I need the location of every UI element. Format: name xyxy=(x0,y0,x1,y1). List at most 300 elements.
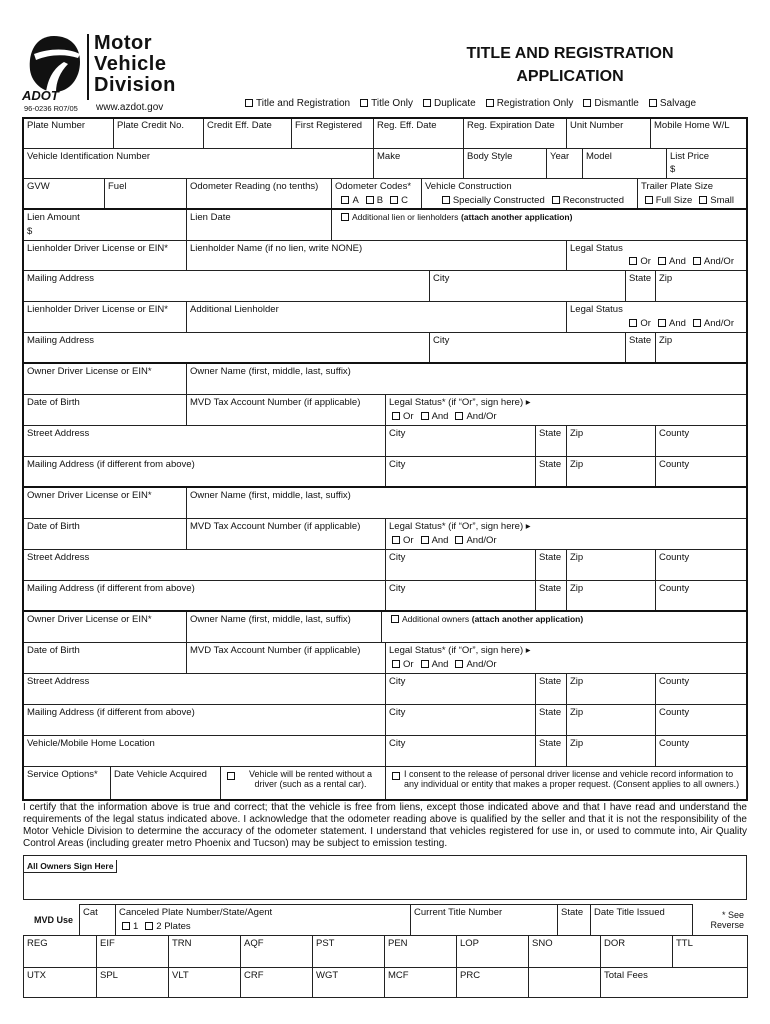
field-mailing-address[interactable] xyxy=(23,270,430,302)
option-or[interactable] xyxy=(392,535,414,546)
checkbox-icon[interactable] xyxy=(392,412,400,420)
field-county[interactable] xyxy=(655,549,748,581)
currency-symbol: $ xyxy=(670,164,676,175)
field-county[interactable] xyxy=(655,425,748,457)
field-label: Date Title Issued xyxy=(594,907,665,918)
field-zip[interactable] xyxy=(566,704,656,736)
field-dor[interactable] xyxy=(600,935,673,968)
logo-line: Vehicle xyxy=(94,53,167,75)
option-group xyxy=(341,195,415,206)
currency-symbol: $ xyxy=(27,226,33,237)
field-label: Owner Driver License or EIN* xyxy=(27,490,152,501)
field-mcf[interactable] xyxy=(384,967,457,998)
field-label: Date of Birth xyxy=(27,397,80,408)
option-label: And xyxy=(431,535,449,546)
checkbox-icon[interactable] xyxy=(583,99,591,107)
checkbox-icon[interactable] xyxy=(658,319,666,327)
field-vehicle-construction[interactable] xyxy=(421,178,638,210)
field-state[interactable] xyxy=(535,673,567,705)
field-label: Trailer Plate Size xyxy=(641,181,713,192)
field-prc[interactable] xyxy=(456,967,529,998)
field-label: Mailing Address (if different from above) xyxy=(27,459,195,470)
field-label: Mailing Address (if different from above) xyxy=(27,707,195,718)
field-zip[interactable] xyxy=(566,549,656,581)
field-label: Vehicle Construction xyxy=(425,181,512,192)
field-mobile-home-w-l[interactable] xyxy=(650,117,748,149)
field-label: Zip xyxy=(570,428,584,439)
field-state[interactable] xyxy=(535,456,567,488)
field-label: City xyxy=(389,552,406,563)
field-i-consent-to-the-release-of-personal-dri[interactable] xyxy=(385,766,748,801)
field-label: UTX xyxy=(27,970,46,981)
field-reg[interactable] xyxy=(23,935,97,968)
option-and-or[interactable] xyxy=(693,256,734,267)
field-trn[interactable] xyxy=(168,935,241,968)
transaction-type-options xyxy=(245,98,706,109)
field-label: SPL xyxy=(100,970,118,981)
field-mvd-tax-account-number-if-applicable[interactable] xyxy=(186,518,386,550)
field-city[interactable] xyxy=(385,549,536,581)
checkbox-icon[interactable] xyxy=(699,196,707,204)
field-make[interactable] xyxy=(373,148,464,179)
transaction-type-option[interactable] xyxy=(360,98,413,109)
checkbox-icon[interactable] xyxy=(693,319,701,327)
option-1[interactable] xyxy=(122,921,138,932)
checkbox-icon[interactable] xyxy=(341,196,349,204)
field-lien-date[interactable] xyxy=(186,209,332,241)
field-label: Zip xyxy=(659,273,673,284)
field-label: Odometer Codes* xyxy=(335,181,412,192)
field-owner-driver-license-or-ein[interactable] xyxy=(23,363,187,395)
checkbox-icon[interactable] xyxy=(390,196,398,204)
field-service-options[interactable] xyxy=(23,766,111,801)
field-state[interactable] xyxy=(625,332,656,364)
field-spl[interactable] xyxy=(96,967,169,998)
checkbox-icon[interactable] xyxy=(455,412,463,420)
checkbox-icon[interactable] xyxy=(552,196,560,204)
field-wgt[interactable] xyxy=(312,967,385,998)
checkbox-icon[interactable] xyxy=(392,660,400,668)
field-label: State xyxy=(539,676,562,687)
field-label: County xyxy=(659,428,690,439)
logo-text xyxy=(94,33,176,96)
field-lienholder-driver-license-or-ein[interactable] xyxy=(23,301,187,333)
field-label: County xyxy=(659,459,690,470)
field-fuel[interactable] xyxy=(104,178,187,210)
field-label: Mobile Home W/L xyxy=(654,120,730,131)
field-label: WGT xyxy=(316,970,339,981)
option-group xyxy=(629,256,741,267)
checkbox-icon[interactable] xyxy=(391,615,399,623)
field-label: Additional lien or lienholders xyxy=(352,212,459,222)
field-canceled-plate-number-state-agent[interactable] xyxy=(115,904,411,936)
field-date-of-birth[interactable] xyxy=(23,394,187,426)
checkbox-icon[interactable] xyxy=(455,536,463,544)
field-label: Additional owners xyxy=(402,614,470,624)
option-b[interactable] xyxy=(366,195,383,206)
title-line: TITLE AND REGISTRATION xyxy=(466,45,674,62)
option-label: Dismantle xyxy=(594,98,639,109)
checkbox-icon[interactable] xyxy=(658,257,666,265)
field-label: Canceled Plate Number/State/Agent xyxy=(119,907,273,918)
field-pen[interactable] xyxy=(384,935,457,968)
field-trailer-plate-size[interactable] xyxy=(637,178,748,210)
field-label: Zip xyxy=(570,459,584,470)
checkbox-icon[interactable] xyxy=(649,99,657,107)
field-state[interactable] xyxy=(535,704,567,736)
field-zip[interactable] xyxy=(655,332,748,364)
field-legal-status-if-or-sign-here[interactable] xyxy=(385,642,748,674)
option-label: Title Only xyxy=(371,98,413,109)
option-2-plates[interactable] xyxy=(145,921,190,932)
logo-line: Division xyxy=(94,74,176,96)
option-group xyxy=(629,318,741,329)
field-label: Date of Birth xyxy=(27,645,80,656)
field-unit-number[interactable] xyxy=(566,117,651,149)
option-or[interactable] xyxy=(392,411,414,422)
field-label: State xyxy=(561,907,584,918)
field-city[interactable] xyxy=(385,580,536,612)
field-first-registered[interactable] xyxy=(291,117,374,149)
section-divider xyxy=(23,208,747,210)
field-vehicle-will-be-rented-without-a-driver-[interactable] xyxy=(220,766,386,801)
field-aqf[interactable] xyxy=(240,935,313,968)
option-label: And/Or xyxy=(703,318,734,329)
field-label: Vehicle/Mobile Home Location xyxy=(27,738,155,749)
field-odometer-codes[interactable] xyxy=(331,178,422,210)
option-and-or[interactable] xyxy=(693,318,734,329)
transaction-type-option[interactable] xyxy=(486,98,574,109)
field-label: Year xyxy=(550,151,570,162)
option-label: And xyxy=(431,659,449,670)
field-lienholder-name-if-no-lien-write-none[interactable] xyxy=(186,240,567,271)
field-label: Make xyxy=(377,151,401,162)
field-label: City xyxy=(389,738,406,749)
field-county[interactable] xyxy=(655,580,748,612)
logo-line: Motor xyxy=(94,32,153,54)
checkbox-icon[interactable] xyxy=(629,257,637,265)
field-legal-status-if-or-sign-here[interactable] xyxy=(385,518,748,550)
field-label: County xyxy=(659,738,690,749)
field-label: Mailing Address xyxy=(27,335,95,346)
checkbox-icon[interactable] xyxy=(421,536,429,544)
field-label: Lienholder Driver License or EIN* xyxy=(27,243,168,254)
field-pst[interactable] xyxy=(312,935,385,968)
field-state[interactable] xyxy=(535,580,567,612)
field-label: Body Style xyxy=(467,151,513,162)
option-specially-constructed[interactable] xyxy=(442,195,545,206)
transaction-type-option[interactable] xyxy=(583,98,638,109)
field-plate-credit-no[interactable] xyxy=(113,117,204,149)
checkbox-icon[interactable] xyxy=(693,257,701,265)
field-label: Zip xyxy=(570,552,584,563)
field-zip[interactable] xyxy=(655,270,748,302)
field-label: City xyxy=(389,676,406,687)
checkbox-icon[interactable] xyxy=(392,772,400,780)
field-state[interactable] xyxy=(625,270,656,302)
field-city[interactable] xyxy=(385,425,536,457)
checkbox-icon[interactable] xyxy=(442,196,450,204)
field-total-fees[interactable] xyxy=(600,967,748,998)
field-label: Legal Status* (if “Or”, sign here) ▸ xyxy=(389,645,531,656)
field-sno[interactable] xyxy=(528,935,601,968)
field-owner-driver-license-or-ein[interactable] xyxy=(23,487,187,519)
field-county[interactable] xyxy=(655,704,748,736)
field-owner-name-first-middle-last-suffix[interactable] xyxy=(186,487,748,519)
field-vlt[interactable] xyxy=(168,967,241,998)
field-county[interactable] xyxy=(655,456,748,488)
field-label: County xyxy=(659,552,690,563)
field-street-address[interactable] xyxy=(23,425,386,457)
field-legal-status-if-or-sign-here[interactable] xyxy=(385,394,748,426)
option-or[interactable] xyxy=(629,318,651,329)
field-legal-status[interactable] xyxy=(566,301,748,333)
field-label: MVD Tax Account Number (if applicable) xyxy=(190,397,361,408)
field-zip[interactable] xyxy=(566,456,656,488)
field-current-title-number[interactable] xyxy=(410,904,558,936)
option-and[interactable] xyxy=(421,659,449,670)
field-label: Reg. Eff. Date xyxy=(377,120,437,131)
checkbox-icon[interactable] xyxy=(360,99,368,107)
field-label: Vehicle will be rented without a driver (such as a rental car). xyxy=(248,769,373,789)
field-label: Legal Status xyxy=(570,304,623,315)
field-model[interactable] xyxy=(582,148,667,179)
checkbox-icon[interactable] xyxy=(645,196,653,204)
signature-box[interactable] xyxy=(23,855,747,900)
field-label: Street Address xyxy=(27,676,90,687)
field-plate-number[interactable] xyxy=(23,117,114,149)
option-c[interactable] xyxy=(390,195,408,206)
field-label: Model xyxy=(586,151,612,162)
field-label: State xyxy=(539,459,562,470)
title-line: APPLICATION xyxy=(516,68,624,85)
checkbox-icon[interactable] xyxy=(455,660,463,668)
transaction-type-option[interactable] xyxy=(245,98,350,109)
field-city[interactable] xyxy=(429,270,626,302)
field-lien-amount[interactable] xyxy=(23,209,187,241)
option-label: And xyxy=(668,256,686,267)
field-label: State xyxy=(629,335,652,346)
option-group xyxy=(442,195,631,206)
checkbox-icon[interactable] xyxy=(341,213,349,221)
option-and-or[interactable] xyxy=(455,659,496,670)
field-label: LOP xyxy=(460,938,480,949)
field-label: Legal Status xyxy=(570,243,623,254)
option-label: And/Or xyxy=(466,411,497,422)
option-and[interactable] xyxy=(658,256,686,267)
field-county[interactable] xyxy=(655,673,748,705)
option-a[interactable] xyxy=(341,195,358,206)
field-body-style[interactable] xyxy=(463,148,547,179)
field-city[interactable] xyxy=(385,673,536,705)
field-legal-status[interactable] xyxy=(566,240,748,271)
field-label: Reg. Expiration Date xyxy=(467,120,555,131)
field-mailing-address[interactable] xyxy=(23,332,430,364)
field-state[interactable] xyxy=(535,549,567,581)
field-ttl[interactable] xyxy=(672,935,748,968)
field-label: Street Address xyxy=(27,428,90,439)
field-zip[interactable] xyxy=(566,673,656,705)
option-label: And xyxy=(668,318,686,329)
field-city[interactable] xyxy=(385,735,536,767)
field-additional-lien-or-lienholders[interactable] xyxy=(331,209,748,241)
field-city[interactable] xyxy=(385,456,536,488)
checkbox-icon[interactable] xyxy=(423,99,431,107)
field-additional-lienholder[interactable] xyxy=(186,301,567,333)
option-full-size[interactable] xyxy=(645,195,692,206)
field-label: Total Fees xyxy=(604,970,648,981)
option-label: Or xyxy=(403,535,414,546)
field-eif[interactable] xyxy=(96,935,169,968)
field-label: Owner Name (first, middle, last, suffix) xyxy=(190,366,351,377)
section-divider xyxy=(23,362,747,364)
option-label: 2 Plates xyxy=(156,921,191,932)
field-lop[interactable] xyxy=(456,935,529,968)
option-small[interactable] xyxy=(699,195,734,206)
field-state[interactable] xyxy=(535,735,567,767)
field-label: TRN xyxy=(172,938,192,949)
field-label: Plate Number xyxy=(27,120,86,131)
field-mvd-tax-account-number-if-applicable[interactable] xyxy=(186,394,386,426)
field-zip[interactable] xyxy=(566,735,656,767)
field-credit-eff-date[interactable] xyxy=(203,117,292,149)
option-label: Or xyxy=(640,318,651,329)
option-label: A xyxy=(352,195,359,206)
field-list-price[interactable] xyxy=(666,148,748,179)
option-group xyxy=(392,411,504,422)
field-crf[interactable] xyxy=(240,967,313,998)
option-label: Specially Constructed xyxy=(452,195,545,206)
field-owner-name-first-middle-last-suffix[interactable] xyxy=(186,611,382,643)
field-utx[interactable] xyxy=(23,967,97,998)
field-label: Date of Birth xyxy=(27,521,80,532)
option-group xyxy=(392,535,504,546)
field-mvd-tax-account-number-if-applicable[interactable] xyxy=(186,642,386,674)
field-reg-expiration-date[interactable] xyxy=(463,117,567,149)
field-additional-owners[interactable] xyxy=(381,611,748,643)
field-label: Lien Date xyxy=(190,212,231,223)
field-blank[interactable] xyxy=(528,967,601,998)
field-vehicle-mobile-home-location[interactable] xyxy=(23,735,386,767)
field-mailing-address-if-different-from-above[interactable] xyxy=(23,580,386,612)
checkbox-icon[interactable] xyxy=(629,319,637,327)
field-state[interactable] xyxy=(535,425,567,457)
field-label: Date Vehicle Acquired xyxy=(114,769,207,780)
field-label: Cat xyxy=(83,907,98,918)
option-or[interactable] xyxy=(392,659,414,670)
field-owner-driver-license-or-ein[interactable] xyxy=(23,611,187,643)
field-label: County xyxy=(659,707,690,718)
option-and-or[interactable] xyxy=(455,535,496,546)
field-label: PRC xyxy=(460,970,481,981)
option-label: Or xyxy=(640,256,651,267)
checkbox-icon[interactable] xyxy=(227,772,235,780)
field-zip[interactable] xyxy=(566,425,656,457)
field-cat[interactable] xyxy=(79,904,116,936)
field-label: City xyxy=(389,583,406,594)
field-street-address[interactable] xyxy=(23,673,386,705)
option-label: Title and Registration xyxy=(256,98,351,109)
field-state[interactable] xyxy=(557,904,591,936)
field-label: Service Options* xyxy=(27,769,98,780)
field-zip[interactable] xyxy=(566,580,656,612)
option-label: And/Or xyxy=(466,535,497,546)
option-or[interactable] xyxy=(629,256,651,267)
checkbox-icon[interactable] xyxy=(122,922,130,930)
transaction-type-option[interactable] xyxy=(649,98,696,109)
field-street-address[interactable] xyxy=(23,549,386,581)
field-gvw[interactable] xyxy=(23,178,105,210)
field-date-of-birth[interactable] xyxy=(23,642,187,674)
option-label: Or xyxy=(403,411,414,422)
field-label: City xyxy=(389,459,406,470)
field-vehicle-identification-number[interactable] xyxy=(23,148,374,179)
checkbox-icon[interactable] xyxy=(421,412,429,420)
checkbox-icon[interactable] xyxy=(486,99,494,107)
checkbox-icon[interactable] xyxy=(366,196,374,204)
field-odometer-reading-no-tenths[interactable] xyxy=(186,178,332,210)
option-and[interactable] xyxy=(658,318,686,329)
field-city[interactable] xyxy=(429,332,626,364)
option-group xyxy=(645,195,741,206)
field-lienholder-driver-license-or-ein[interactable] xyxy=(23,240,187,271)
field-year[interactable] xyxy=(546,148,583,179)
transaction-type-option[interactable] xyxy=(423,98,476,109)
field-label: Lienholder Name (if no lien, write NONE) xyxy=(190,243,363,254)
option-label: Salvage xyxy=(659,98,697,109)
option-and[interactable] xyxy=(421,535,449,546)
field-label: EIF xyxy=(100,938,115,949)
field-date-of-birth[interactable] xyxy=(23,518,187,550)
field-mailing-address-if-different-from-above[interactable] xyxy=(23,704,386,736)
option-group xyxy=(122,921,198,932)
field-label: Legal Status* (if “Or”, sign here) ▸ xyxy=(389,397,531,408)
field-label: CRF xyxy=(244,970,264,981)
field-label: Zip xyxy=(570,583,584,594)
field-label: First Registered xyxy=(295,120,363,131)
field-county[interactable] xyxy=(655,735,748,767)
field-label: Zip xyxy=(659,335,673,346)
option-reconstructed[interactable] xyxy=(552,195,624,206)
checkbox-icon[interactable] xyxy=(245,99,253,107)
field-label: Owner Driver License or EIN* xyxy=(27,366,152,377)
field-date-title-issued[interactable] xyxy=(590,904,693,936)
option-group xyxy=(392,659,504,670)
checkbox-icon[interactable] xyxy=(421,660,429,668)
field-mailing-address-if-different-from-above[interactable] xyxy=(23,456,386,488)
website-link[interactable]: www.azdot.gov xyxy=(96,102,164,113)
field-label: Credit Eff. Date xyxy=(207,120,272,131)
checkbox-icon[interactable] xyxy=(392,536,400,544)
field-label: Fuel xyxy=(108,181,127,192)
field-label: State xyxy=(539,552,562,563)
field-reg-eff-date[interactable] xyxy=(373,117,464,149)
field-label: City xyxy=(433,335,450,346)
field-note-bold: (attach another application) xyxy=(460,212,573,222)
field-date-vehicle-acquired[interactable] xyxy=(110,766,221,801)
option-and-or[interactable] xyxy=(455,411,496,422)
see-reverse-note: * See Reverse xyxy=(710,910,744,930)
field-label: Lien Amount xyxy=(27,212,80,223)
logo-abbr: ADOT xyxy=(22,88,59,103)
field-label: Zip xyxy=(570,707,584,718)
field-label: City xyxy=(389,428,406,439)
checkbox-icon[interactable] xyxy=(145,922,153,930)
form-title xyxy=(420,42,720,88)
field-owner-name-first-middle-last-suffix[interactable] xyxy=(186,363,748,395)
option-and[interactable] xyxy=(421,411,449,422)
field-city[interactable] xyxy=(385,704,536,736)
